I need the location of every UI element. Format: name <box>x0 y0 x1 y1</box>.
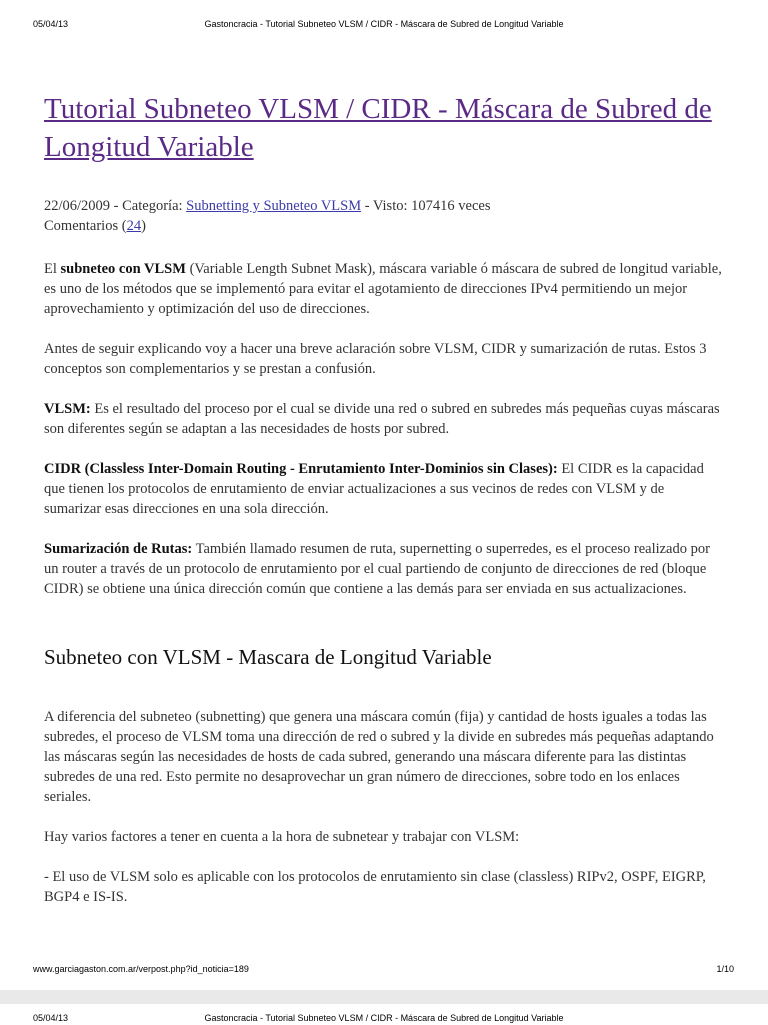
cidr-definition <box>44 459 724 519</box>
print-date: 05/04/13 <box>33 19 69 29</box>
article <box>44 90 724 907</box>
meta-views: - Visto: 107416 veces <box>361 198 491 214</box>
next-print-date: 05/04/13 <box>33 1013 69 1023</box>
intro-pre: El <box>44 261 61 277</box>
print-header <box>0 19 768 31</box>
sumarizacion-definition <box>44 539 724 599</box>
print-footer <box>0 964 768 976</box>
print-page-number: 1/10 <box>716 964 734 974</box>
article-meta <box>44 196 724 236</box>
category-link[interactable]: Subnetting y Subneteo VLSM <box>186 198 362 214</box>
article-title-link[interactable]: Tutorial Subneteo VLSM / CIDR - Máscara de Subred de Longitud Variable <box>44 93 712 163</box>
next-page-header <box>0 1013 768 1025</box>
sumarizacion-text: También llamado resumen de ruta, supernetting o superredes, es el proceso realizado por un router a través de un protocolo de enrutamiento por el cual partiendo de conjunto de direcciones de red (bloque CIDR) se obtiene una única dirección común que contiene a las demás para ser enviada en sus actualizaciones. <box>44 541 710 597</box>
print-url: www.garciagaston.com.ar/verpost.php?id_noticia=189 <box>33 964 249 974</box>
aclaracion-paragraph: Antes de seguir explicando voy a hacer una breve aclaración sobre VLSM, CIDR y sumarización de rutas. Estos 3 conceptos son complementarios y se prestan a confusión. <box>44 341 707 377</box>
intro-bold: subneteo con VLSM <box>60 261 186 277</box>
intro-post: (Variable Length Subnet Mask), máscara variable ó máscara de subred de longitud variable, es uno de los métodos que se implementó para evitar el agotamiento de direcciones IPv4 permitiendo un mejor aprovechamiento y optimización del uso de direcciones. <box>44 261 722 317</box>
meta-comments-prefix: Comentarios ( <box>44 218 127 234</box>
page-separator <box>0 990 768 1004</box>
factores-paragraph: Hay varios factores a tener en cuenta a la hora de subnetear y trabajar con VLSM: <box>44 829 520 845</box>
vlsm-term: VLSM: <box>44 401 91 417</box>
comments-link[interactable]: 24 <box>126 218 142 234</box>
cidr-text: El CIDR es la capacidad que tienen los protocolos de enrutamiento de enviar actualizaciones a sus vecinos de redes con VLSM y de sumarizar esas direcciones en una sola dirección. <box>44 461 704 517</box>
meta-comments-suffix: ) <box>141 218 146 234</box>
sumarizacion-term: Sumarización de Rutas: <box>44 541 193 557</box>
meta-date-category: 22/06/2009 - Categoría: <box>44 198 187 214</box>
intro-paragraph <box>44 259 724 319</box>
vlsm-text: Es el resultado del proceso por el cual se divide una red o subred en subredes más pequeñas cuyas máscaras son diferentes según se adaptan a las necesidades de hosts por subred. <box>44 401 720 437</box>
cidr-term: CIDR (Classless Inter-Domain Routing - Enrutamiento Inter-Dominios sin Clases): <box>44 461 558 477</box>
next-print-title: Gastoncracia - Tutorial Subneteo VLSM / CIDR - Máscara de Subred de Longitud Variable <box>204 1013 564 1023</box>
factor-1-paragraph: - El uso de VLSM solo es aplicable con los protocolos de enrutamiento sin clase (classless) RIPv2, OSPF, EIGRP, BGP4 e IS-IS. <box>44 869 706 905</box>
section-heading: Subneteo con VLSM - Mascara de Longitud Variable <box>44 645 492 669</box>
diferencia-paragraph: A diferencia del subneteo (subnetting) que genera una máscara común (fija) y cantidad de hosts iguales a todas las subredes, el proceso de VLSM toma una dirección de red o subred y la divide en subredes más pequeñas adaptando las máscaras según las necesidades de hosts de cada subred, generando una máscara diferente para las distintas subredes de una red. Esto permite no desaprovechar un gran número de direcciones, sobre todo en los enlaces seriales. <box>44 709 714 805</box>
article-title <box>44 90 724 166</box>
print-title: Gastoncracia - Tutorial Subneteo VLSM / CIDR - Máscara de Subred de Longitud Variable <box>204 19 564 29</box>
vlsm-definition <box>44 399 724 439</box>
